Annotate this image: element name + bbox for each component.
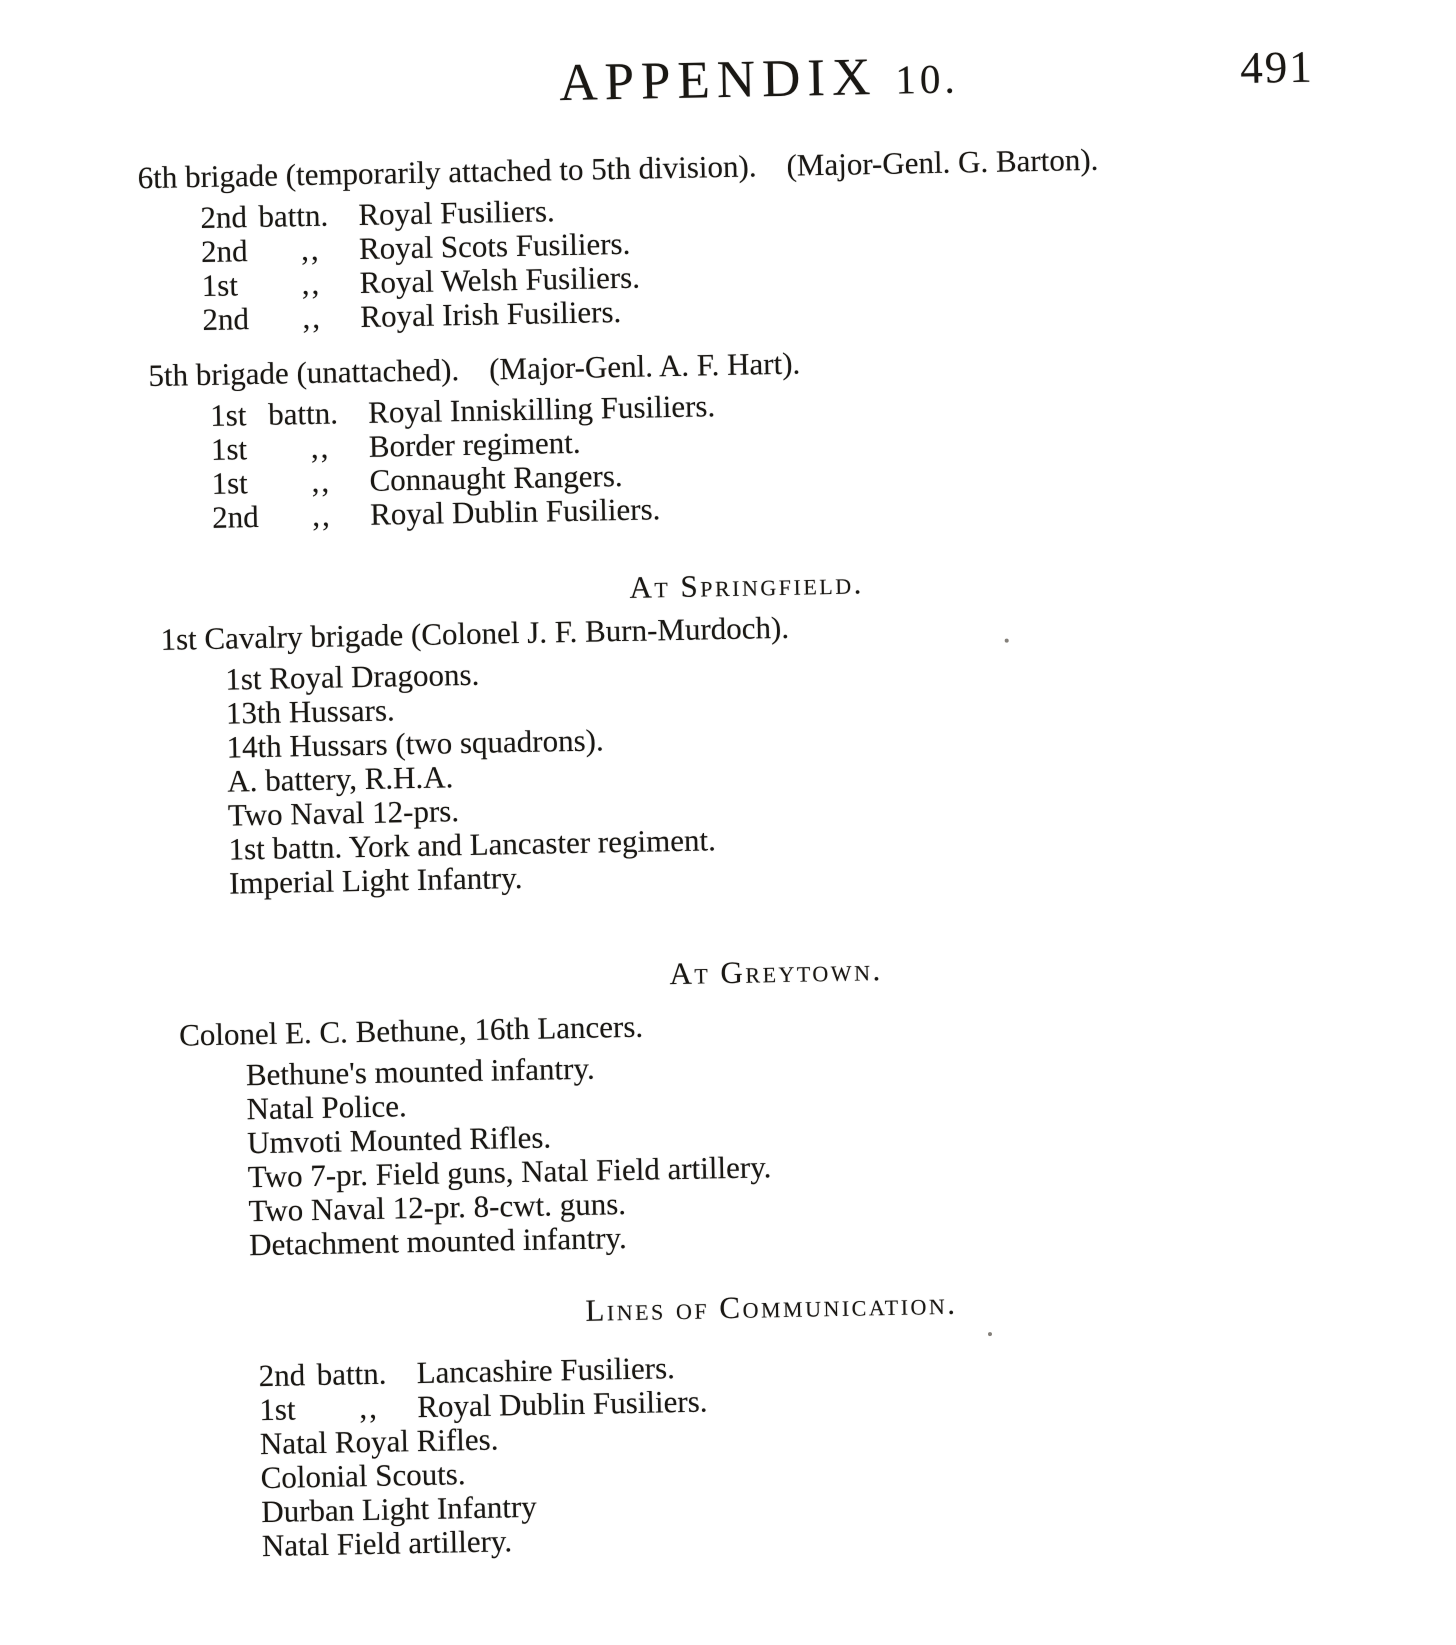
section-heading-greytown: At Greytown. <box>669 952 883 992</box>
battalion-label: battn. <box>316 1355 387 1392</box>
battalion-label: battn. <box>267 395 339 432</box>
battalion-number: 1st <box>201 267 239 304</box>
scan-speck <box>988 1332 992 1336</box>
unit-name: Royal Scots Fusiliers. <box>358 225 631 266</box>
unit-name: 14th Hussars (two squadrons). <box>226 722 605 765</box>
battalion-number: 1st <box>209 397 247 433</box>
battalion-number: 2nd <box>202 301 250 337</box>
page-header <box>0 36 1442 124</box>
unit-list <box>258 1336 1456 1563</box>
section-bethune <box>4 992 1456 1267</box>
section-6th-brigade <box>0 134 1446 341</box>
unit-name: Lancashire Fusiliers. <box>416 1350 676 1391</box>
unit-name: Bethune's mounted infantry. <box>245 1050 595 1093</box>
page-number: 491 <box>1239 41 1315 94</box>
brigade-title: 6th brigade (temporarily attached to 5th division). <box>137 148 757 196</box>
section-cavalry-brigade <box>0 596 1456 905</box>
battalion-number: 2nd <box>200 199 248 236</box>
brigade-title: 1st Cavalry brigade (Colonel J. F. Burn-Murdoch). <box>160 609 790 657</box>
unit-name: Royal Irish Fusiliers. <box>360 293 622 334</box>
battalion-number: 2nd <box>211 498 260 535</box>
unit-list <box>225 639 1456 901</box>
unit-name: Durban Light Infantry <box>260 1488 538 1530</box>
unit-name: Two Naval 12-prs. <box>227 793 460 833</box>
unit-name: 1st Royal Dragoons. <box>224 656 480 697</box>
unit-name: Border regiment. <box>368 424 581 464</box>
unit-name: Royal Dublin Fusiliers. <box>416 1383 708 1425</box>
appendix-title-number: 10. <box>894 55 959 103</box>
ditto-mark: ,, <box>311 497 332 533</box>
unit-name: Royal Inniskilling Fusiliers. <box>367 388 716 430</box>
unit-name: Imperial Light Infantry. <box>228 859 523 901</box>
section-heading-lines-of-communication: Lines of Communication. <box>585 1285 958 1328</box>
unit-name: Royal Dublin Fusiliers. <box>369 491 661 532</box>
unit-name: Royal Welsh Fusiliers. <box>359 259 641 300</box>
ditto-mark: ,, <box>301 265 322 302</box>
brigade-title: 5th brigade (unattached). <box>148 352 460 394</box>
ditto-mark: ,, <box>300 231 321 268</box>
unit-list <box>210 375 1450 535</box>
section-lines-of-communication <box>10 1336 1456 1568</box>
battalion-number: 1st <box>210 431 248 467</box>
commander-note: (Major-Genl. G. Barton). <box>786 141 1099 183</box>
scan-speck <box>1005 639 1009 643</box>
appendix-title-text: APPENDIX <box>558 48 878 113</box>
unit-name: Natal Police. <box>246 1088 407 1127</box>
unit-name: 13th Hussars. <box>225 692 396 731</box>
unit-list <box>246 1035 1456 1262</box>
commander-title: Colonel E. C. Bethune, 16th Lancers. <box>178 1008 644 1053</box>
unit-name: Royal Fusiliers. <box>358 193 556 232</box>
unit-name: Colonial Scouts. <box>260 1456 466 1496</box>
ditto-mark: ,, <box>358 1389 380 1426</box>
unit-list <box>200 177 1446 337</box>
section-heading-springfield: At Springfield. <box>629 565 865 605</box>
battalion-label: battn. <box>258 197 329 234</box>
unit-name: Two 7-pr. Field guns, Natal Field artillery. <box>247 1149 772 1195</box>
battalion-number: 1st <box>211 465 249 501</box>
unit-name: 1st battn. York and Lancaster regiment. <box>228 822 717 867</box>
battalion-number: 1st <box>258 1391 296 1428</box>
commander-note: (Major-Genl. A. F. Hart). <box>488 345 801 387</box>
ditto-mark: ,, <box>311 463 332 499</box>
unit-name: Detachment mounted infantry. <box>248 1220 628 1263</box>
unit-name: Umvoti Mounted Rifles. <box>246 1119 552 1161</box>
unit-name: A. battery, R.H.A. <box>226 759 454 799</box>
battalion-number: 2nd <box>200 233 248 270</box>
unit-name: Natal Royal Rifles. <box>259 1421 499 1462</box>
ditto-mark: ,, <box>302 299 323 336</box>
unit-name: Connaught Rangers. <box>369 457 623 498</box>
ditto-mark: ,, <box>310 429 331 465</box>
battalion-number: 2nd <box>258 1357 306 1394</box>
unit-name: Natal Field artillery. <box>261 1523 513 1564</box>
section-5th-brigade <box>0 332 1450 539</box>
unit-name: Two Naval 12-pr. 8-cwt. guns. <box>248 1186 627 1229</box>
